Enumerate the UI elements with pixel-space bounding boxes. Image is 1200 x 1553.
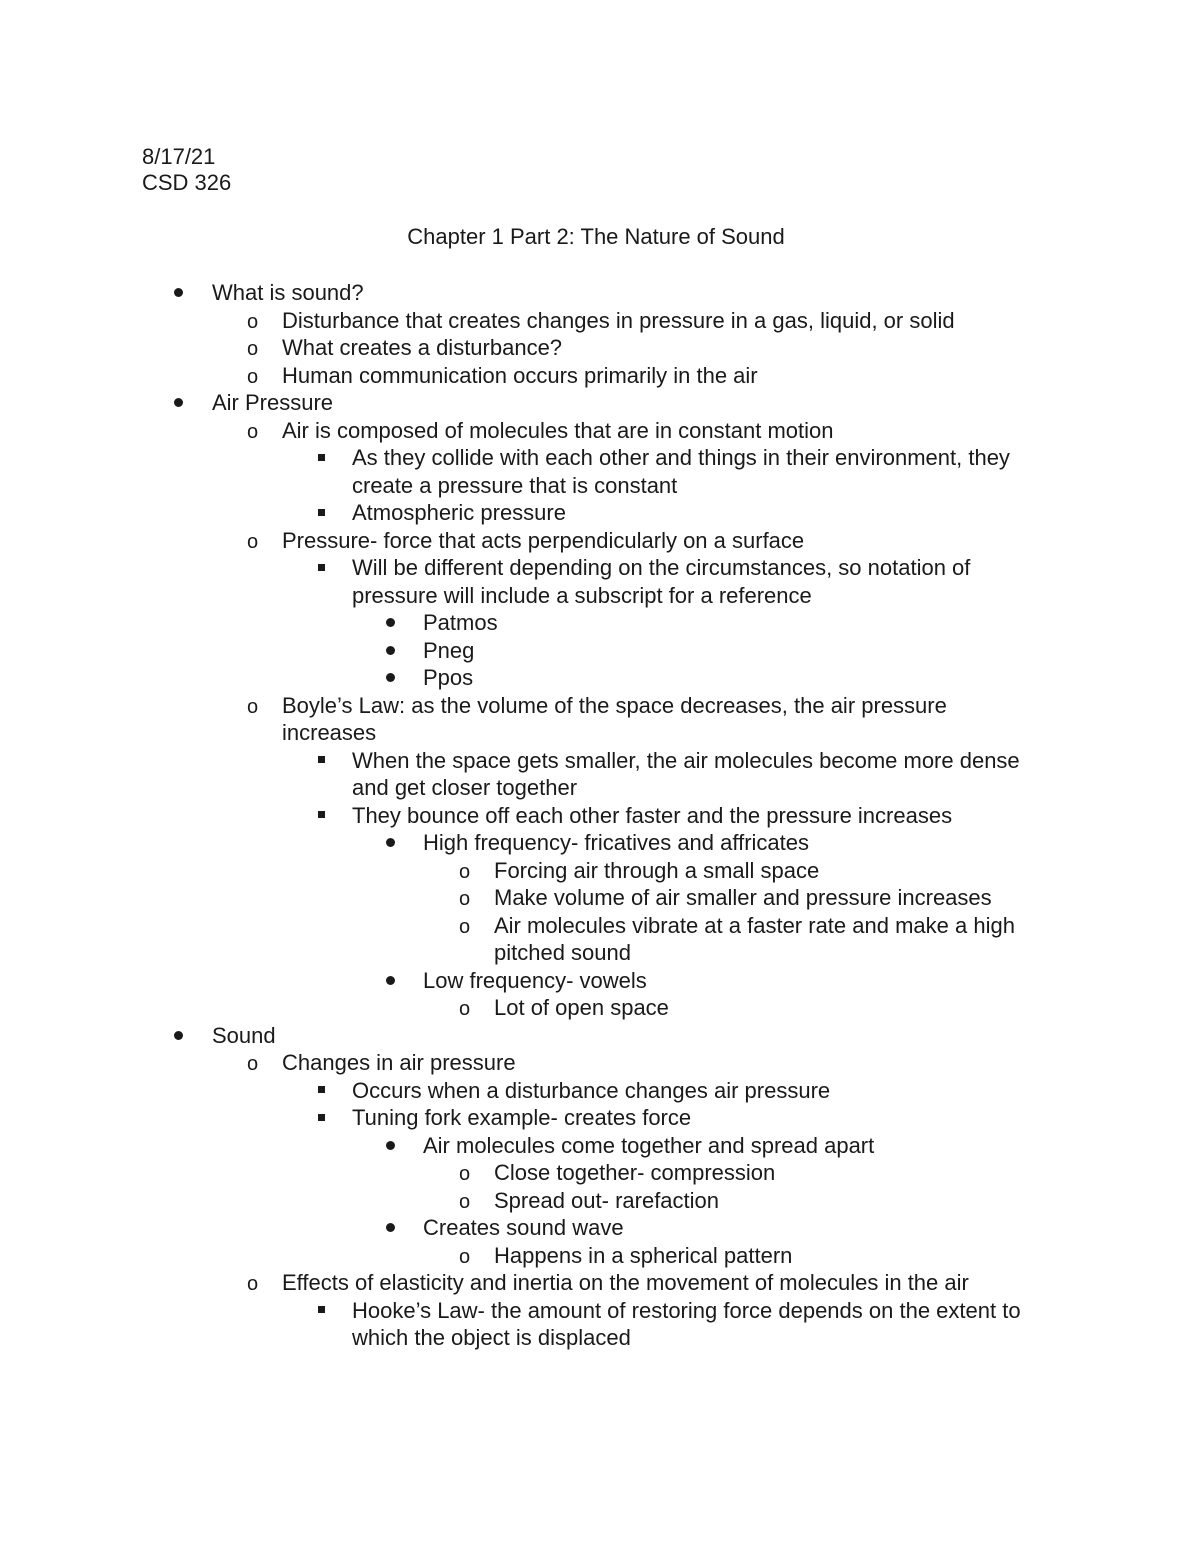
outline-item xyxy=(0,1214,1063,1242)
bullet-dot-icon xyxy=(174,1022,183,1050)
outline-item xyxy=(0,1297,1062,1352)
outline-item xyxy=(0,1049,1042,1077)
outline-item xyxy=(0,499,1062,527)
outline-item xyxy=(0,994,1064,1022)
bullet-circle-icon: o xyxy=(459,915,471,938)
bullet-circle-icon: o xyxy=(247,365,259,388)
outline-item xyxy=(0,527,1042,555)
outline-item xyxy=(0,1269,1042,1297)
outline-item-text: Air molecules vibrate at a faster rate and make a high pitched sound xyxy=(494,912,1015,965)
course-code: CSD 326 xyxy=(142,170,232,195)
bullet-circle-icon: o xyxy=(247,1053,259,1075)
outline-item xyxy=(0,637,1063,665)
outline-item xyxy=(0,417,1042,445)
outline-item-text: What creates a disturbance? xyxy=(282,335,563,360)
outline-item-text: As they collide with each other and things in their environment, they create a pressure that is constant xyxy=(352,445,1010,498)
outline-item-text: High frequency- fricatives and affricates xyxy=(423,830,809,855)
bullet-circle-icon: o xyxy=(247,420,259,443)
outline-item xyxy=(0,967,1063,995)
outline-item-text: Tuning fork example- creates force xyxy=(352,1105,692,1130)
bullet-circle-icon: o xyxy=(459,998,471,1020)
bullet-circle-icon: o xyxy=(247,338,259,360)
outline-item-text: Low frequency- vowels xyxy=(423,967,647,993)
outline-item xyxy=(0,1187,1064,1215)
outline-item xyxy=(0,912,1064,967)
outline-item-text: Will be different depending on the circumstances, so notation of pressure will include a subscript for a reference xyxy=(352,555,971,608)
outline-item xyxy=(0,884,1064,912)
bullet-square-icon xyxy=(318,1104,325,1132)
outline-item-text: Close together- compression xyxy=(494,1160,776,1185)
bullet-square-icon xyxy=(318,1077,325,1105)
outline-item xyxy=(0,1242,1064,1270)
bullet-dot-icon xyxy=(386,1132,395,1160)
bullet-circle-icon: o xyxy=(247,530,259,553)
bullet-dot-icon xyxy=(174,279,183,307)
bullet-circle-icon: o xyxy=(459,860,471,883)
bullet-circle-icon: o xyxy=(459,1245,471,1268)
bullet-square-icon xyxy=(318,1297,325,1325)
page-title: Chapter 1 Part 2: The Nature of Sound xyxy=(407,224,785,249)
outline-item xyxy=(0,307,1042,335)
bullet-dot-icon xyxy=(386,829,395,857)
outline-item xyxy=(0,554,1062,609)
bullet-dot-icon xyxy=(386,609,395,637)
bullet-dot-icon xyxy=(174,389,183,417)
note-date: 8/17/21 xyxy=(142,144,216,169)
outline-item-text: Boyle’s Law: as the volume of the space decreases, the air pressure increases xyxy=(282,692,947,745)
outline-item xyxy=(0,829,1063,857)
bullet-circle-icon: o xyxy=(247,695,259,718)
outline-item xyxy=(0,857,1064,885)
outline-item-text: They bounce off each other faster and the pressure increases xyxy=(352,802,953,828)
outline-item-text: Changes in air pressure xyxy=(282,1050,516,1075)
outline-item xyxy=(0,664,1063,692)
outline-item xyxy=(0,444,1062,499)
outline-item-text: Make volume of air smaller and pressure increases xyxy=(494,885,992,910)
outline-item-text: Air Pressure xyxy=(212,390,334,415)
outline-item xyxy=(0,362,1042,390)
bullet-circle-icon: o xyxy=(459,1163,471,1185)
bullet-square-icon xyxy=(318,802,325,830)
outline-item-text: Human communication occurs primarily in the air xyxy=(282,362,758,388)
outline-item-text: Air molecules come together and spread apart xyxy=(423,1132,875,1158)
bullet-dot-icon xyxy=(386,1214,395,1242)
outline-item xyxy=(0,1077,1062,1105)
outline-item-text: Patmos xyxy=(423,610,498,635)
outline-item-text: Creates sound wave xyxy=(423,1215,624,1240)
outline-item-text: Hooke’s Law- the amount of restoring force depends on the extent to which the object is displaced xyxy=(352,1297,1021,1350)
bullet-circle-icon: o xyxy=(459,888,471,910)
outline-item-text: What is sound? xyxy=(212,280,364,305)
outline-item xyxy=(0,1104,1062,1132)
outline-item-text: Air is composed of molecules that are in constant motion xyxy=(282,417,834,443)
outline-item-text: Sound xyxy=(212,1022,276,1048)
bullet-dot-icon xyxy=(386,967,395,995)
bullet-square-icon xyxy=(318,747,325,775)
bullet-square-icon xyxy=(318,444,325,472)
bullet-circle-icon: o xyxy=(459,1190,471,1213)
outline-item xyxy=(0,692,1042,747)
outline-item xyxy=(0,389,1062,417)
outline-item xyxy=(0,1022,1062,1050)
bullet-dot-icon xyxy=(386,637,395,665)
outline-item xyxy=(0,609,1063,637)
outline-item xyxy=(0,334,1042,362)
bullet-square-icon xyxy=(318,554,325,582)
outline-item-text: Lot of open space xyxy=(494,995,669,1020)
outline-item-text: Effects of elasticity and inertia on the movement of molecules in the air xyxy=(282,1270,969,1295)
outline-item-text: Pneg xyxy=(423,637,475,663)
outline-item-text: Occurs when a disturbance changes air pressure xyxy=(352,1077,831,1103)
outline-item-text: Happens in a spherical pattern xyxy=(494,1242,793,1268)
outline-item xyxy=(0,747,1062,802)
outline-item xyxy=(0,279,1062,307)
outline-item-text: Pressure- force that acts perpendicularly on a surface xyxy=(282,527,805,553)
outline-item-text: Forcing air through a small space xyxy=(494,857,820,883)
outline-item xyxy=(0,1132,1063,1160)
bullet-square-icon xyxy=(318,499,325,527)
bullet-dot-icon xyxy=(386,664,395,692)
outline-item-text: Spread out- rarefaction xyxy=(494,1187,720,1213)
outline-item-text: When the space gets smaller, the air molecules become more dense and get closer together xyxy=(352,747,1020,800)
outline-item-text: Ppos xyxy=(423,665,474,690)
outline-item xyxy=(0,1159,1064,1187)
outline-item xyxy=(0,802,1062,830)
outline-item-text: Atmospheric pressure xyxy=(352,500,566,525)
bullet-circle-icon: o xyxy=(247,310,259,333)
bullet-circle-icon: o xyxy=(247,1273,259,1295)
notes-outline xyxy=(0,279,1200,1352)
outline-item-text: Disturbance that creates changes in pressure in a gas, liquid, or solid xyxy=(282,307,955,333)
